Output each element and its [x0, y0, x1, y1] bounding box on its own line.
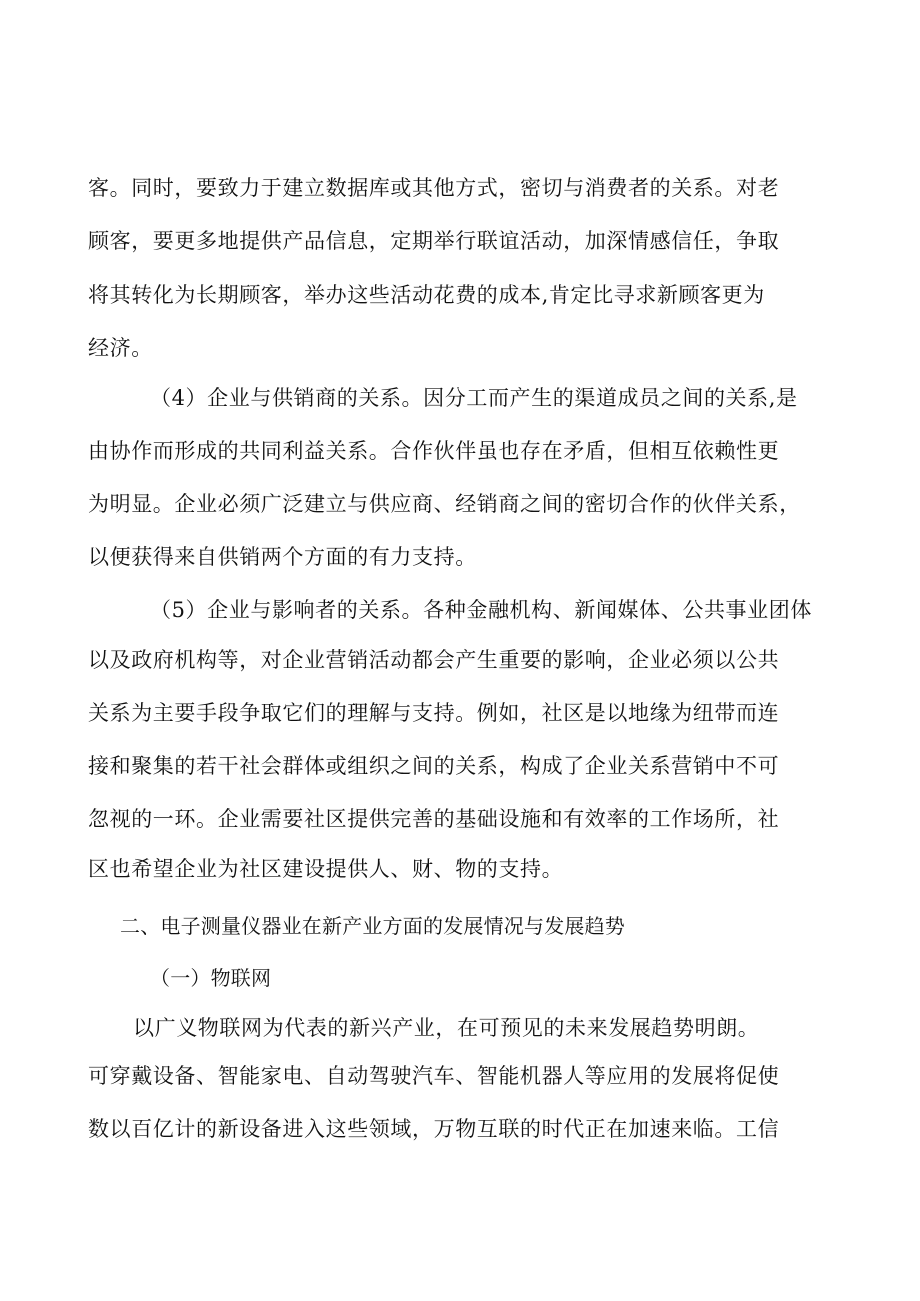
text-line: 经济。 — [88, 336, 153, 360]
text-line: 以及政府机构等，对企业营销活动都会产生重要的影响，企业必须以公共 — [88, 648, 780, 672]
text-line: 将其转化为长期顾客，举办这些活动花费的成本,肯定比寻求新顾客更为 — [88, 283, 765, 307]
text-line: 数以百亿计的新设备进入这些领域，万物互联的时代正在加速来临。工信 — [88, 1117, 780, 1141]
text-line: 接和聚集的若干社会群体或组织之间的关系，构成了企业关系营销中不可 — [88, 754, 780, 778]
text-line: 可穿戴设备、智能家电、自动驾驶汽车、智能机器人等应用的发展将促使 — [88, 1064, 780, 1088]
text-line: 顾客，要更多地提供产品信息，定期举行联谊活动，加深情感信任，争取 — [88, 229, 780, 253]
text-line: 为明显。企业必须广泛建立与供应商、经销商之间的密切合作的伙伴关系， — [88, 492, 801, 516]
text-line: 客。同时，要致力于建立数据库或其他方式，密切与消费者的关系。对老 — [88, 176, 780, 200]
text-line: 由协作而形成的共同利益关系。合作伙伴虽也存在矛盾，但相互依赖性更 — [88, 439, 780, 463]
text-line: （5）企业与影响者的关系。各种金融机构、新闻媒体、公共事业团体 — [150, 598, 812, 622]
text-line: 区也希望企业为社区建设提供人、财、物的支持。 — [88, 857, 564, 881]
text-line: 以便获得来自供销两个方面的有力支持。 — [88, 545, 477, 569]
text-line: （4）企业与供销商的关系。因分工而产生的渠道成员之间的关系,是 — [150, 386, 798, 410]
section-heading: 二、电子测量仪器业在新产业方面的发展情况与发展趋势 — [120, 914, 625, 938]
text-line: 忽视的一环。企业需要社区提供完善的基础设施和有效率的工作场所，社 — [88, 807, 780, 831]
subsection-heading: （一）物联网 — [150, 966, 272, 990]
text-line: 关系为主要手段争取它们的理解与支持。例如，社区是以地缘为纽带而连 — [88, 701, 780, 725]
text-line: 以广义物联网为代表的新兴产业，在可预见的未来发展趋势明朗。 — [133, 1016, 760, 1040]
